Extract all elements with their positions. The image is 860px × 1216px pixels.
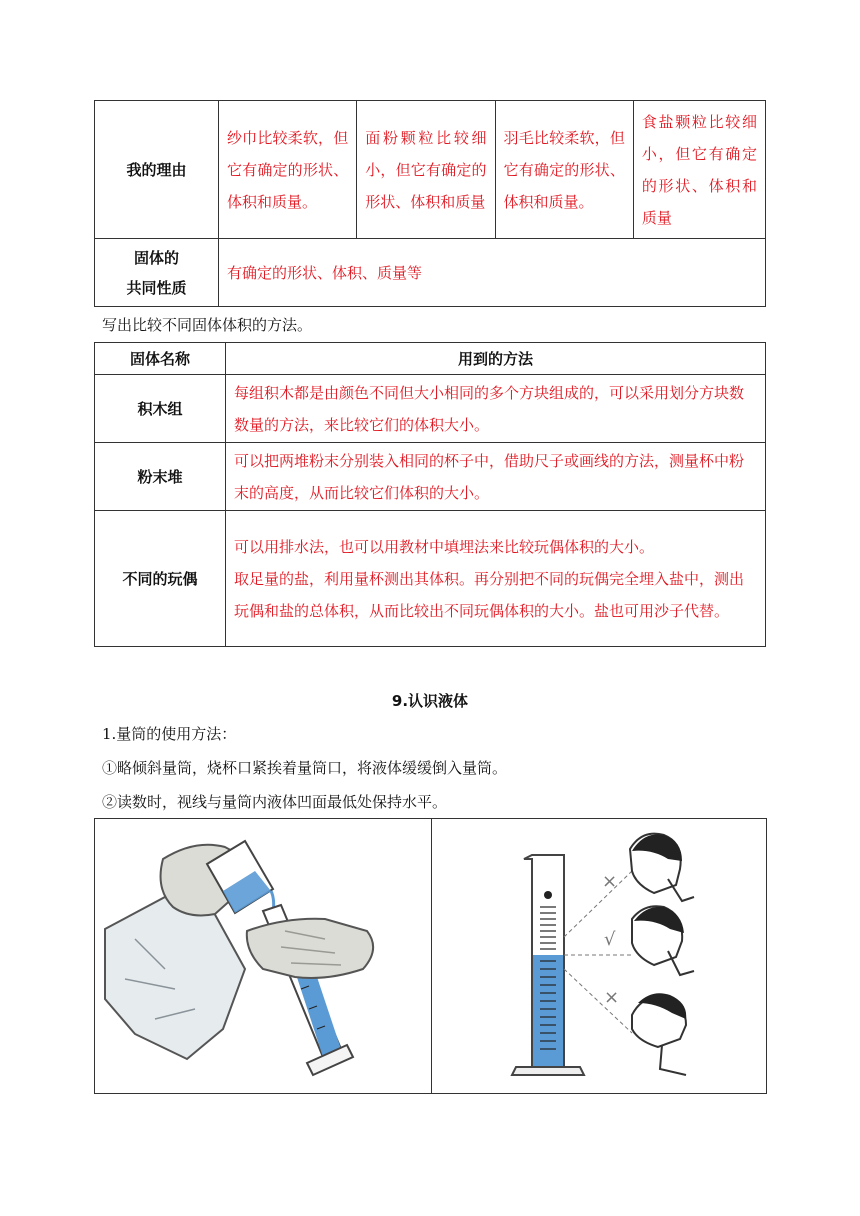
- list-step-2: ②读数时，视线与量筒内液体凹面最低处保持水平。: [102, 793, 448, 811]
- method-text: 每组积木都是由颜色不同但大小相同的多个方块组成的，可以采用划分方块数数量的方法，来比较它们的体积大小。: [226, 375, 766, 443]
- list-heading: 1.量筒的使用方法：: [102, 725, 237, 743]
- reason-cell: 食盐颗粒比较细小，但它有确定的形状、体积和质量: [633, 101, 765, 239]
- reading-illustration-cell: [432, 819, 767, 1094]
- method-text: 可以把两堆粉末分别装入相同的杯子中，借助尺子或画线的方法，测量杯中粉末的高度，从而比较它们体积的大小。: [226, 443, 766, 511]
- illustrations-table: [94, 818, 767, 1094]
- measuring-cylinder-upright: [512, 855, 584, 1075]
- reason-cell: 纱巾比较柔软，但它有确定的形状、体积和质量。: [218, 101, 356, 239]
- section-title: 9.认识液体: [391, 692, 469, 710]
- intro-text: 写出比较不同固体体积的方法。: [102, 316, 313, 334]
- common-label: [95, 239, 219, 307]
- table-row: [95, 511, 766, 647]
- header-method: 用到的方法: [226, 343, 766, 375]
- reading-illustration: [432, 819, 766, 1089]
- method-text: 可以用排水法，也可以用教材中填埋法来比较玩偶体积的大小。: [234, 537, 655, 556]
- methods-table: [94, 342, 766, 647]
- method-text: 取足量的盐，利用量杯测出其体积。再分别把不同的玩偶完全埋入盐中，测出玩偶和盐的总体积，从而比较出不同玩偶体积的大小。盐也可用沙子代替。: [234, 569, 745, 620]
- pouring-illustration-cell: [95, 819, 432, 1094]
- reason-cell: 羽毛比较柔软，但它有确定的形状、体积和质量。: [495, 101, 633, 239]
- right-mark: √: [604, 929, 616, 950]
- solid-name: 不同的玩偶: [95, 511, 226, 647]
- pouring-illustration: [95, 819, 431, 1089]
- table-row: [95, 375, 766, 443]
- solid-name: 粉末堆: [95, 443, 226, 511]
- table-row: [95, 443, 766, 511]
- sight-line-high: [564, 871, 632, 937]
- properties-table: [94, 100, 766, 307]
- wrong-mark: ×: [602, 871, 618, 892]
- method-text-block: [226, 511, 766, 647]
- header-name: 固体名称: [95, 343, 226, 375]
- common-value: 有确定的形状、体积、质量等: [218, 239, 765, 307]
- reason-label: 我的理由: [95, 101, 219, 239]
- face-below: [632, 993, 686, 1075]
- common-label-line2: 共同性质: [126, 278, 187, 297]
- sleeve: [105, 897, 245, 1059]
- face-above: [630, 834, 694, 901]
- list-step-1: ①略倾斜量筒，烧杯口紧挨着量筒口，将液体缓缓倒入量筒。: [102, 759, 508, 777]
- common-label-line1: 固体的: [133, 248, 179, 267]
- solid-name: 积木组: [95, 375, 226, 443]
- lower-glove: [247, 919, 373, 978]
- wrong-mark: ×: [604, 987, 620, 1008]
- sight-line-low: [564, 969, 632, 1033]
- reason-cell: 面粉颗粒比较细小，但它有确定的形状、体积和质量: [357, 101, 495, 239]
- face-level: [632, 906, 694, 975]
